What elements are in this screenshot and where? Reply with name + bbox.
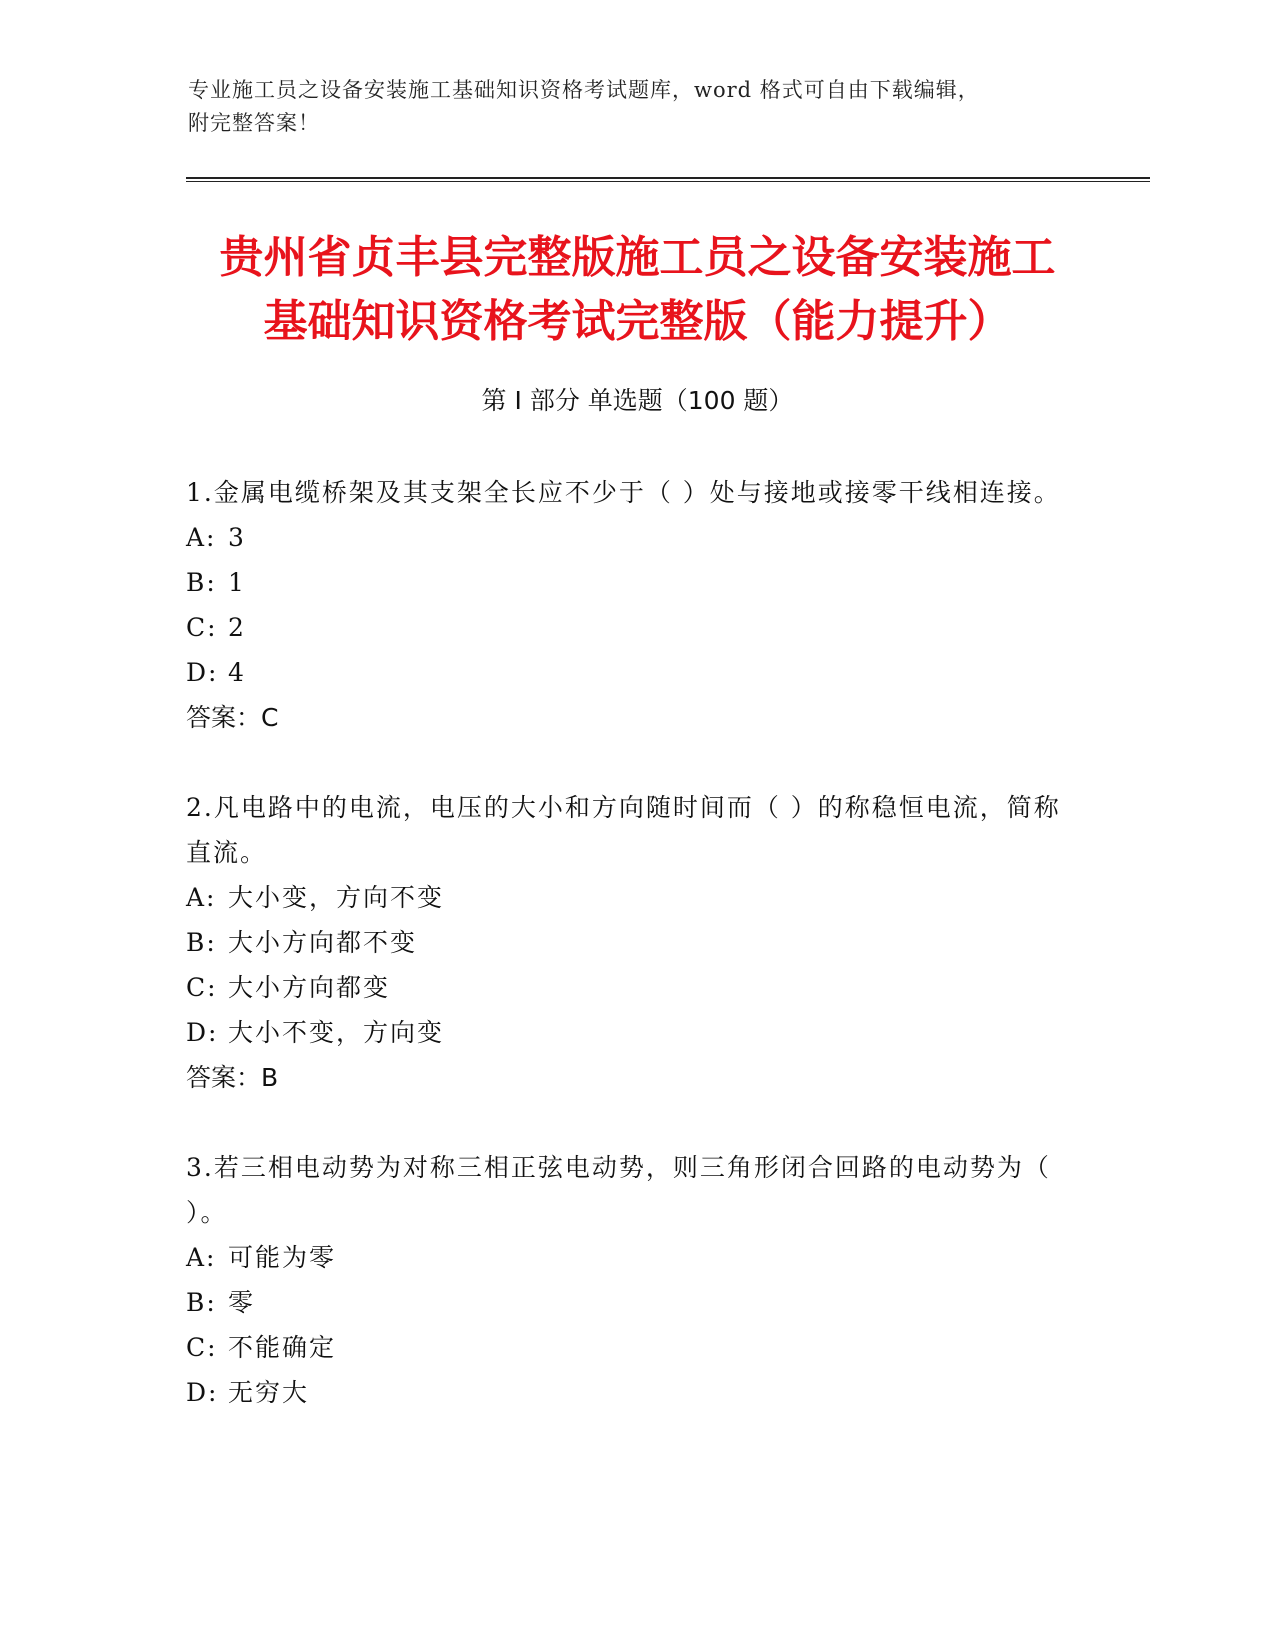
option-c: [186, 1325, 1086, 1370]
option-text: 大小不变，方向变: [228, 1018, 445, 1047]
option-text: 可能为零: [228, 1243, 337, 1272]
option-key: D:: [186, 1378, 219, 1407]
option-key: C:: [186, 1333, 218, 1362]
header-note-line-1: 专业施工员之设备安装施工基础知识资格考试题库，word 格式可自由下载编辑，: [188, 78, 980, 102]
option-c: [186, 965, 1086, 1010]
header-divider-thick: [186, 177, 1150, 179]
option-text: 3: [228, 523, 246, 552]
option-key: D:: [186, 1018, 219, 1047]
option-b: [186, 1280, 1086, 1325]
answer-line: 答案：C: [186, 703, 279, 732]
option-text: 1: [228, 568, 246, 597]
question-stem: 2.凡电路中的电流，电压的大小和方向随时间而（ ）的称稳恒电流，简称直流。: [186, 793, 1061, 867]
option-text: 无穷大: [228, 1378, 310, 1407]
answer-line: 答案：B: [186, 1063, 279, 1092]
option-key: A:: [186, 883, 217, 912]
option-text: 4: [228, 658, 246, 687]
document-title-line-1: 贵州省贞丰县完整版施工员之设备安装施工: [219, 232, 1056, 283]
option-b: [186, 920, 1086, 965]
option-key: A:: [186, 1243, 217, 1272]
question-2: [186, 785, 1086, 1100]
option-key: B:: [186, 928, 217, 957]
question-stem: 3.若三相电动势为对称三相正弦电动势，则三角形闭合回路的电动势为（ ）。: [186, 1153, 1051, 1227]
option-text: 大小方向都变: [228, 973, 391, 1002]
option-key: A:: [186, 523, 217, 552]
question-1: [186, 470, 1086, 740]
option-key: D:: [186, 658, 219, 687]
option-d: [186, 1370, 1086, 1415]
document-title: [160, 226, 1115, 354]
option-d: [186, 1010, 1086, 1055]
option-key: C:: [186, 613, 218, 642]
document-title-line-2: 基础知识资格考试完整版（能力提升）: [263, 296, 1012, 347]
option-text: 大小变，方向不变: [228, 883, 445, 912]
option-b: [186, 560, 1086, 605]
option-key: B:: [186, 1288, 217, 1317]
option-d: [186, 650, 1086, 695]
option-text: 零: [228, 1288, 256, 1317]
option-key: C:: [186, 973, 218, 1002]
option-c: [186, 605, 1086, 650]
option-text: 大小方向都不变: [228, 928, 418, 957]
option-text: 不能确定: [228, 1333, 337, 1362]
option-text: 2: [228, 613, 246, 642]
header-note-line-2: 附完整答案！: [188, 111, 320, 135]
option-a: [186, 875, 1086, 920]
question-stem: 1.金属电缆桥架及其支架全长应不少于（ ）处与接地或接零干线相连接。: [186, 478, 1061, 507]
question-list: [186, 470, 1086, 1460]
header-divider-thin: [186, 181, 1150, 182]
option-a: [186, 1235, 1086, 1280]
question-3: [186, 1145, 1086, 1415]
option-key: B:: [186, 568, 217, 597]
section-heading: 第 I 部分 单选题（100 题）: [481, 386, 794, 415]
option-a: [186, 515, 1086, 560]
header-note: [188, 74, 1088, 140]
